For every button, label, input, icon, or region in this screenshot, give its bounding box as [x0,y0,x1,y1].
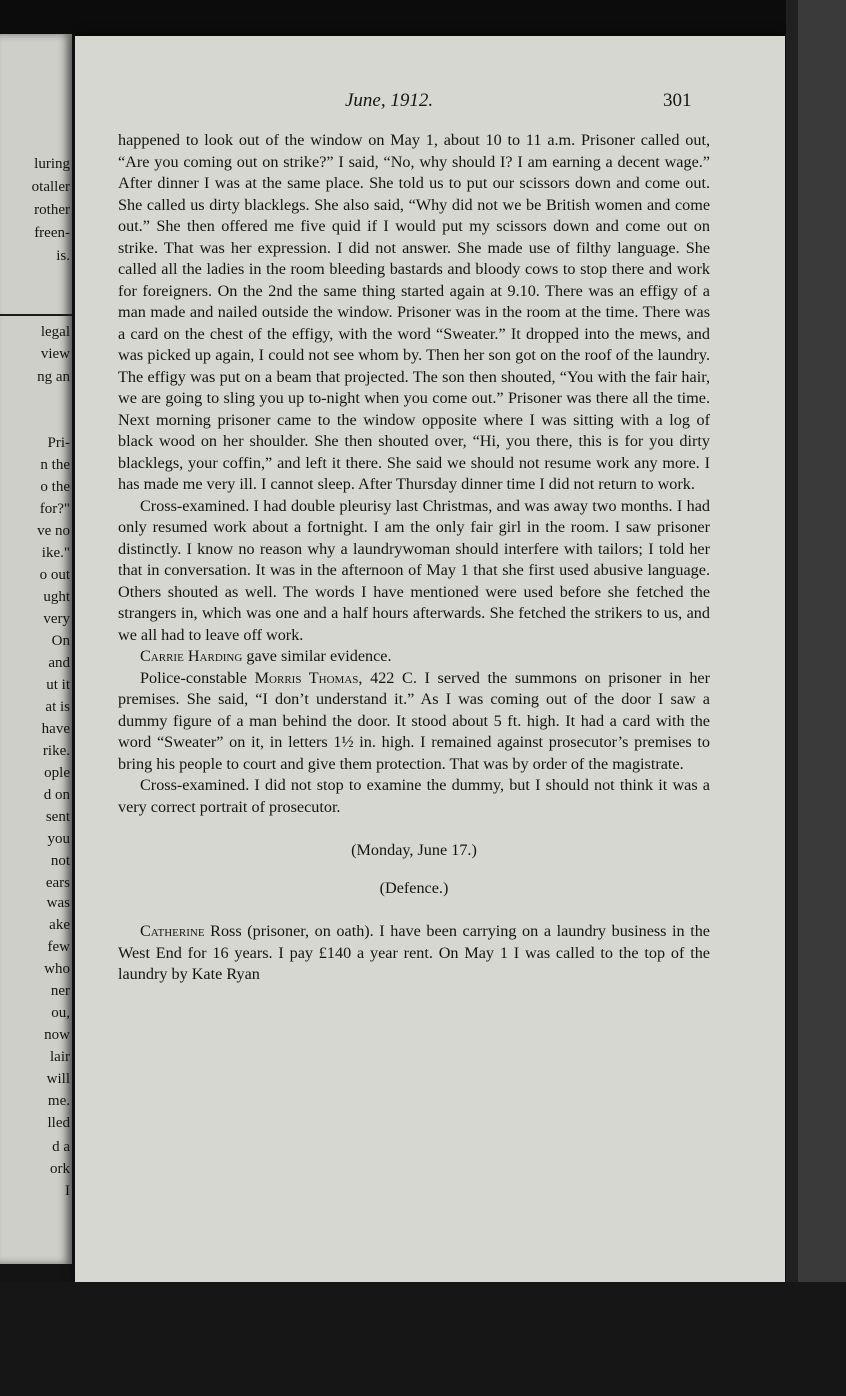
facing-page-fragment: you [47,831,70,847]
facing-page-fragment: d on [43,787,70,803]
facing-page-fragment: ake [49,917,70,933]
scan-top-border [0,0,846,40]
facing-page-fragment: ner [50,983,70,999]
facing-page-fragment: will [46,1071,70,1087]
defendant-surname: Ross [204,922,242,940]
facing-page-fragment: and [48,655,70,671]
facing-page-fragment: ve no [37,523,70,539]
facing-page-fragment: was [46,895,70,911]
facing-page-fragment: ou, [51,1005,70,1021]
witness-name: Carrie Harding [140,647,243,665]
facing-page-fragment: ught [43,589,70,605]
facing-page-fragment: Pri- [47,435,70,451]
facing-page-fragment: now [44,1027,70,1043]
defendant-name: Catherine [140,922,205,940]
facing-page-fragment: view [40,346,70,362]
cross-examination-paragraph: Cross-examined. I had double pleurisy last Christmas, and was away two months. I had only resumed work about a fortnight. I am the only fair girl in the room. I saw prisoner distinctly. I know no reason why a laundrywoman should interfere with tailors; I told her that in conversation. It was in the afternoon of May 1 that she first used abusive language. Others shouted as well. The words I have mentioned were used before she fetched the strangers in, which was one and a half hours afterwards. She fetched the strikers to us, and we all had to leave off work. [118,496,710,644]
scan-bottom-border [0,1282,846,1396]
facing-page-fragment: legal [40,324,70,340]
facing-page-fragment: luring [34,156,70,172]
facing-page-edge [0,34,72,1264]
constable-cross-paragraph: Cross-examined. I did not stop to examine the dummy, but I should not think it was a very correct portrait of prosecutor. [118,776,710,816]
facing-page-fragment: o the [40,479,70,495]
facing-page-fragment: n the [40,457,70,473]
constable-name: Morris Thomas [254,668,359,687]
facing-page-fragment: lair [50,1049,70,1065]
facing-page-fragment: is. [56,248,70,264]
facing-page-fragment: ike." [41,545,70,561]
running-head [75,90,785,114]
running-head-title: June, 1912. [345,90,434,111]
defence-paragraph [118,921,710,986]
facing-page-fragment: sent [45,809,70,825]
facing-page-fragment: lled [47,1115,70,1131]
facing-page-fragment: ople [44,765,70,781]
testimony-paragraph: happened to look out of the window on May 1, about 10 to 11 a.m. Prisoner called out, “Are you coming out on strike?” I said, “No, why should I? I am earning a decent wage.” After dinner I was at the same place. She told us to put our scissors down and come out. She called us dirty blacklegs. She also said, “Why did not we be British women and come out.” She then offered me five quid if I would put my scissors down and come out on strike. That was her expression. I did not answer. She made use of filthy language. She called all the ladies in the room bleeding bastards and bloody cows to stop there and work for foreigners. On the 2nd the same thing started again at 9.10. There was an effigy of a man made and nailed outside the window. Prisoner was in the room at the time. There was a card on the chest of the effigy, with the word “Sweater.” It dropped into the mews, and was picked up again, I could not see whom by. Then her son got on the roof of the laundry. The effigy was put on a beam that projected. The son then shouted, “You with the fair hair, we are going to sling you up to-night when you come out.” Prisoner was there all the time. Next morning prisoner came to the window opposite where I was sitting with a log of black wood on her shoulder. She then shouted over, “Hi, you there, this is for you dirty blacklegs, your coffin,” and left it there. She said we should not resume work any more. I has made me very ill. I cannot sleep. After Thursday dinner time I did not return to work. [118,131,710,493]
facing-page-fragment: freen- [34,225,70,241]
witness-statement: gave similar evidence. [242,647,392,665]
facing-page-fragment: for?" [39,501,70,517]
facing-page-rule [0,314,72,316]
facing-page-fragment: rike. [42,743,70,759]
facing-page-fragment: who [44,961,70,977]
constable-statement: , 422 C. I served the summons on prisoner in her premises. She said, “I don’t understand it.” As I was coming out of the door I saw a dummy figure of a man behind the door. It stood about 5 ft. high. It had a card with the word “Sweater” on it, in letters 1½ in. high. I remained against prosecutor’s premises to bring his people to court and give them protection. That was by order of the magistrate. [118,668,711,773]
defence-heading: (Defence.) [379,878,449,897]
facing-page-fragment: otaller [31,179,70,195]
defence-statement: (prisoner, on oath). I have been carrying on a laundry business in the West End for 16 years. I pay £140 a year rent. On May 1 I was called to the top of the laundry by Kate Ryan [118,922,710,983]
facing-page-fragment: very [43,611,70,627]
date-heading: (Monday, June 17.) [351,841,477,859]
facing-page-fragment: have [41,721,70,737]
facing-page-fragment: o out [39,567,70,583]
page-number: 301 [663,90,692,111]
facing-page-fragment: d a [52,1139,70,1155]
facing-page-fragment: I [65,1183,70,1199]
facing-page-fragment: ears [45,875,70,891]
facing-page-fragment: ork [50,1161,70,1177]
constable-paragraph [118,668,710,776]
constable-lead: Police-constable [140,668,255,687]
facing-page-fragment: few [47,939,70,955]
page-body [118,130,710,986]
facing-page-fragment: ut it [46,677,70,693]
facing-page-fragment: rother [34,202,70,218]
facing-page-fragment: at is [45,699,70,715]
facing-page-fragment: not [50,853,70,869]
scan-right-border [786,0,846,1396]
facing-page-fragment: me. [47,1093,70,1109]
facing-page-fragment: On [51,633,70,649]
facing-page-fragment: ng an [37,369,70,385]
witness-paragraph [118,646,710,668]
